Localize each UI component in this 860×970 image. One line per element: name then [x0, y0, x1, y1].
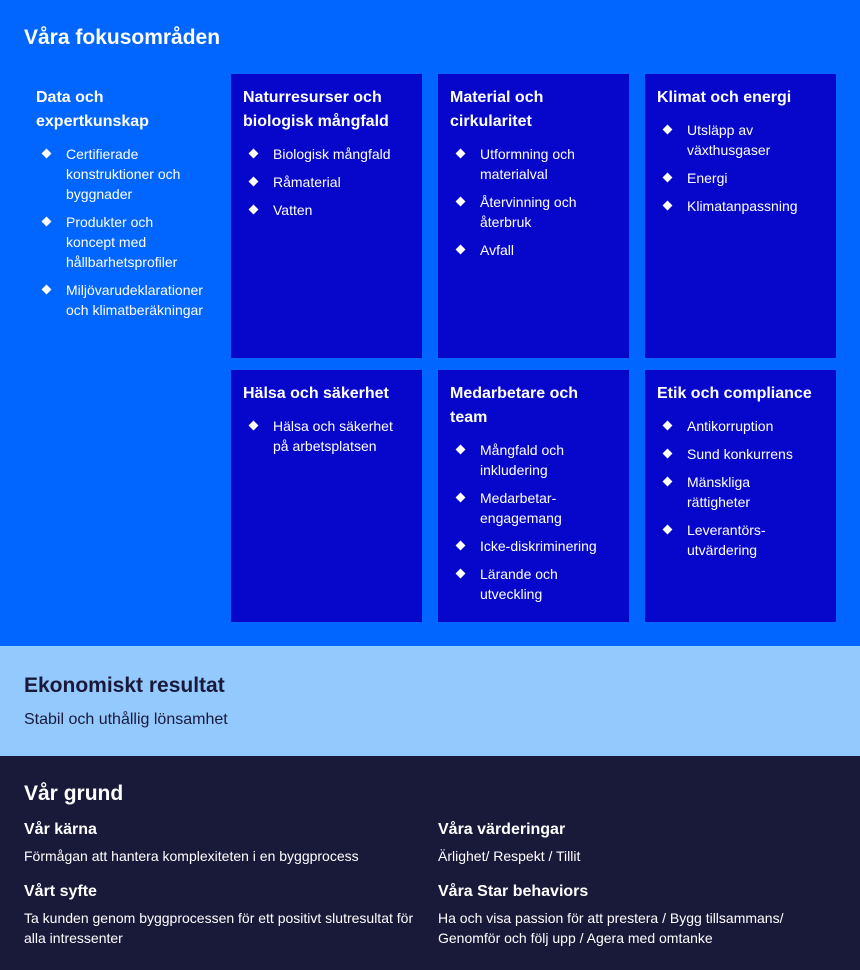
card-list — [450, 440, 617, 604]
economic-result-title: Ekonomiskt resultat — [24, 674, 225, 697]
diamond-bullet-icon — [663, 201, 673, 211]
list-item: Sund konkurrens — [657, 444, 824, 464]
diamond-bullet-icon — [663, 477, 673, 487]
card-list — [243, 416, 410, 456]
foundation-title: Vår grund — [24, 782, 124, 805]
diamond-bullet-icon — [42, 285, 52, 295]
behaviors-title: Våra Star behaviors — [438, 883, 589, 900]
list-item: Miljövarudeklarationer och klimatberäkningar — [36, 280, 212, 320]
purpose-title: Vårt syfte — [24, 883, 97, 900]
focus-card-material-circularity — [438, 74, 629, 358]
list-item: Produkter och koncept med hållbarhetsprofiler — [36, 212, 212, 272]
list-item: Medarbetar- engagemang — [450, 488, 617, 528]
core-title: Vår kärna — [24, 821, 97, 838]
diamond-bullet-icon — [456, 569, 466, 579]
list-item: Återvinning och återbruk — [450, 192, 617, 232]
economic-result-section — [0, 646, 860, 756]
diamond-bullet-icon — [663, 125, 673, 135]
list-item: Biologisk mångfald — [243, 144, 410, 164]
list-item: Leverantörs- utvärdering — [657, 520, 824, 560]
card-list — [657, 120, 824, 216]
card-list — [243, 144, 410, 220]
diamond-bullet-icon — [249, 149, 259, 159]
card-title: Klimat och energi — [657, 89, 792, 106]
card-list — [450, 144, 617, 260]
list-item: Utsläpp av växthusgaser — [657, 120, 824, 160]
list-item: Vatten — [243, 200, 410, 220]
list-item: Icke-diskriminering — [450, 536, 617, 556]
diamond-bullet-icon — [249, 177, 259, 187]
purpose-text: Ta kunden genom byggprocessen för ett positivt slutresultat för alla intressenter — [24, 910, 414, 946]
diamond-bullet-icon — [663, 421, 673, 431]
diamond-bullet-icon — [249, 205, 259, 215]
focus-card-ethics-compliance — [645, 370, 836, 622]
list-item: Råmaterial — [243, 172, 410, 192]
list-item: Certifierade konstruktioner och byggnader — [36, 144, 212, 204]
economic-result-text: Stabil och uthållig lönsamhet — [24, 711, 228, 728]
diamond-bullet-icon — [249, 421, 259, 431]
purpose-block — [24, 880, 424, 948]
list-item: Energi — [657, 168, 824, 188]
diamond-bullet-icon — [456, 445, 466, 455]
card-title: Data och expertkunskap — [36, 89, 149, 130]
card-list — [36, 144, 212, 320]
list-item: Mänskliga rättigheter — [657, 472, 824, 512]
list-item: Utformning och materialval — [450, 144, 617, 184]
card-title: Naturresurser och biologisk mångfald — [243, 89, 389, 130]
core-text: Förmågan att hantera komplexiteten i en byggprocess — [24, 848, 359, 864]
list-item: Hälsa och säkerhet på arbetsplatsen — [243, 416, 410, 456]
diamond-bullet-icon — [456, 493, 466, 503]
diamond-bullet-icon — [456, 541, 466, 551]
focus-areas-title: Våra fokusområden — [24, 26, 221, 49]
foundation-section — [0, 756, 860, 970]
card-title: Etik och compliance — [657, 385, 812, 402]
diamond-bullet-icon — [456, 245, 466, 255]
focus-card-natural-resources — [231, 74, 422, 358]
focus-card-data-expertise — [24, 74, 224, 358]
focus-card-health-safety — [231, 370, 422, 622]
card-list — [657, 416, 824, 560]
diamond-bullet-icon — [42, 217, 52, 227]
diamond-bullet-icon — [456, 149, 466, 159]
card-title: Medarbetare och team — [450, 385, 579, 426]
core-block — [24, 818, 424, 866]
card-title: Material och cirkularitet — [450, 89, 544, 130]
focus-card-climate-energy — [645, 74, 836, 358]
card-title: Hälsa och säkerhet — [243, 385, 389, 402]
list-item: Antikorruption — [657, 416, 824, 436]
diamond-bullet-icon — [663, 173, 673, 183]
values-text: Ärlighet/ Respekt / Tillit — [438, 848, 581, 864]
focus-card-employees-team — [438, 370, 629, 622]
list-item: Lärande och utveckling — [450, 564, 617, 604]
values-title: Våra värderingar — [438, 821, 566, 838]
behaviors-text: Ha och visa passion för att prestera / Bygg tillsammans/ Genomför och följ upp / Agera med omtanke — [438, 910, 784, 946]
diamond-bullet-icon — [663, 449, 673, 459]
list-item: Klimatanpassning — [657, 196, 824, 216]
diamond-bullet-icon — [456, 197, 466, 207]
list-item: Mångfald och inkludering — [450, 440, 617, 480]
behaviors-block — [438, 880, 838, 948]
list-item: Avfall — [450, 240, 617, 260]
values-block — [438, 818, 838, 866]
diamond-bullet-icon — [42, 149, 52, 159]
diamond-bullet-icon — [663, 525, 673, 535]
